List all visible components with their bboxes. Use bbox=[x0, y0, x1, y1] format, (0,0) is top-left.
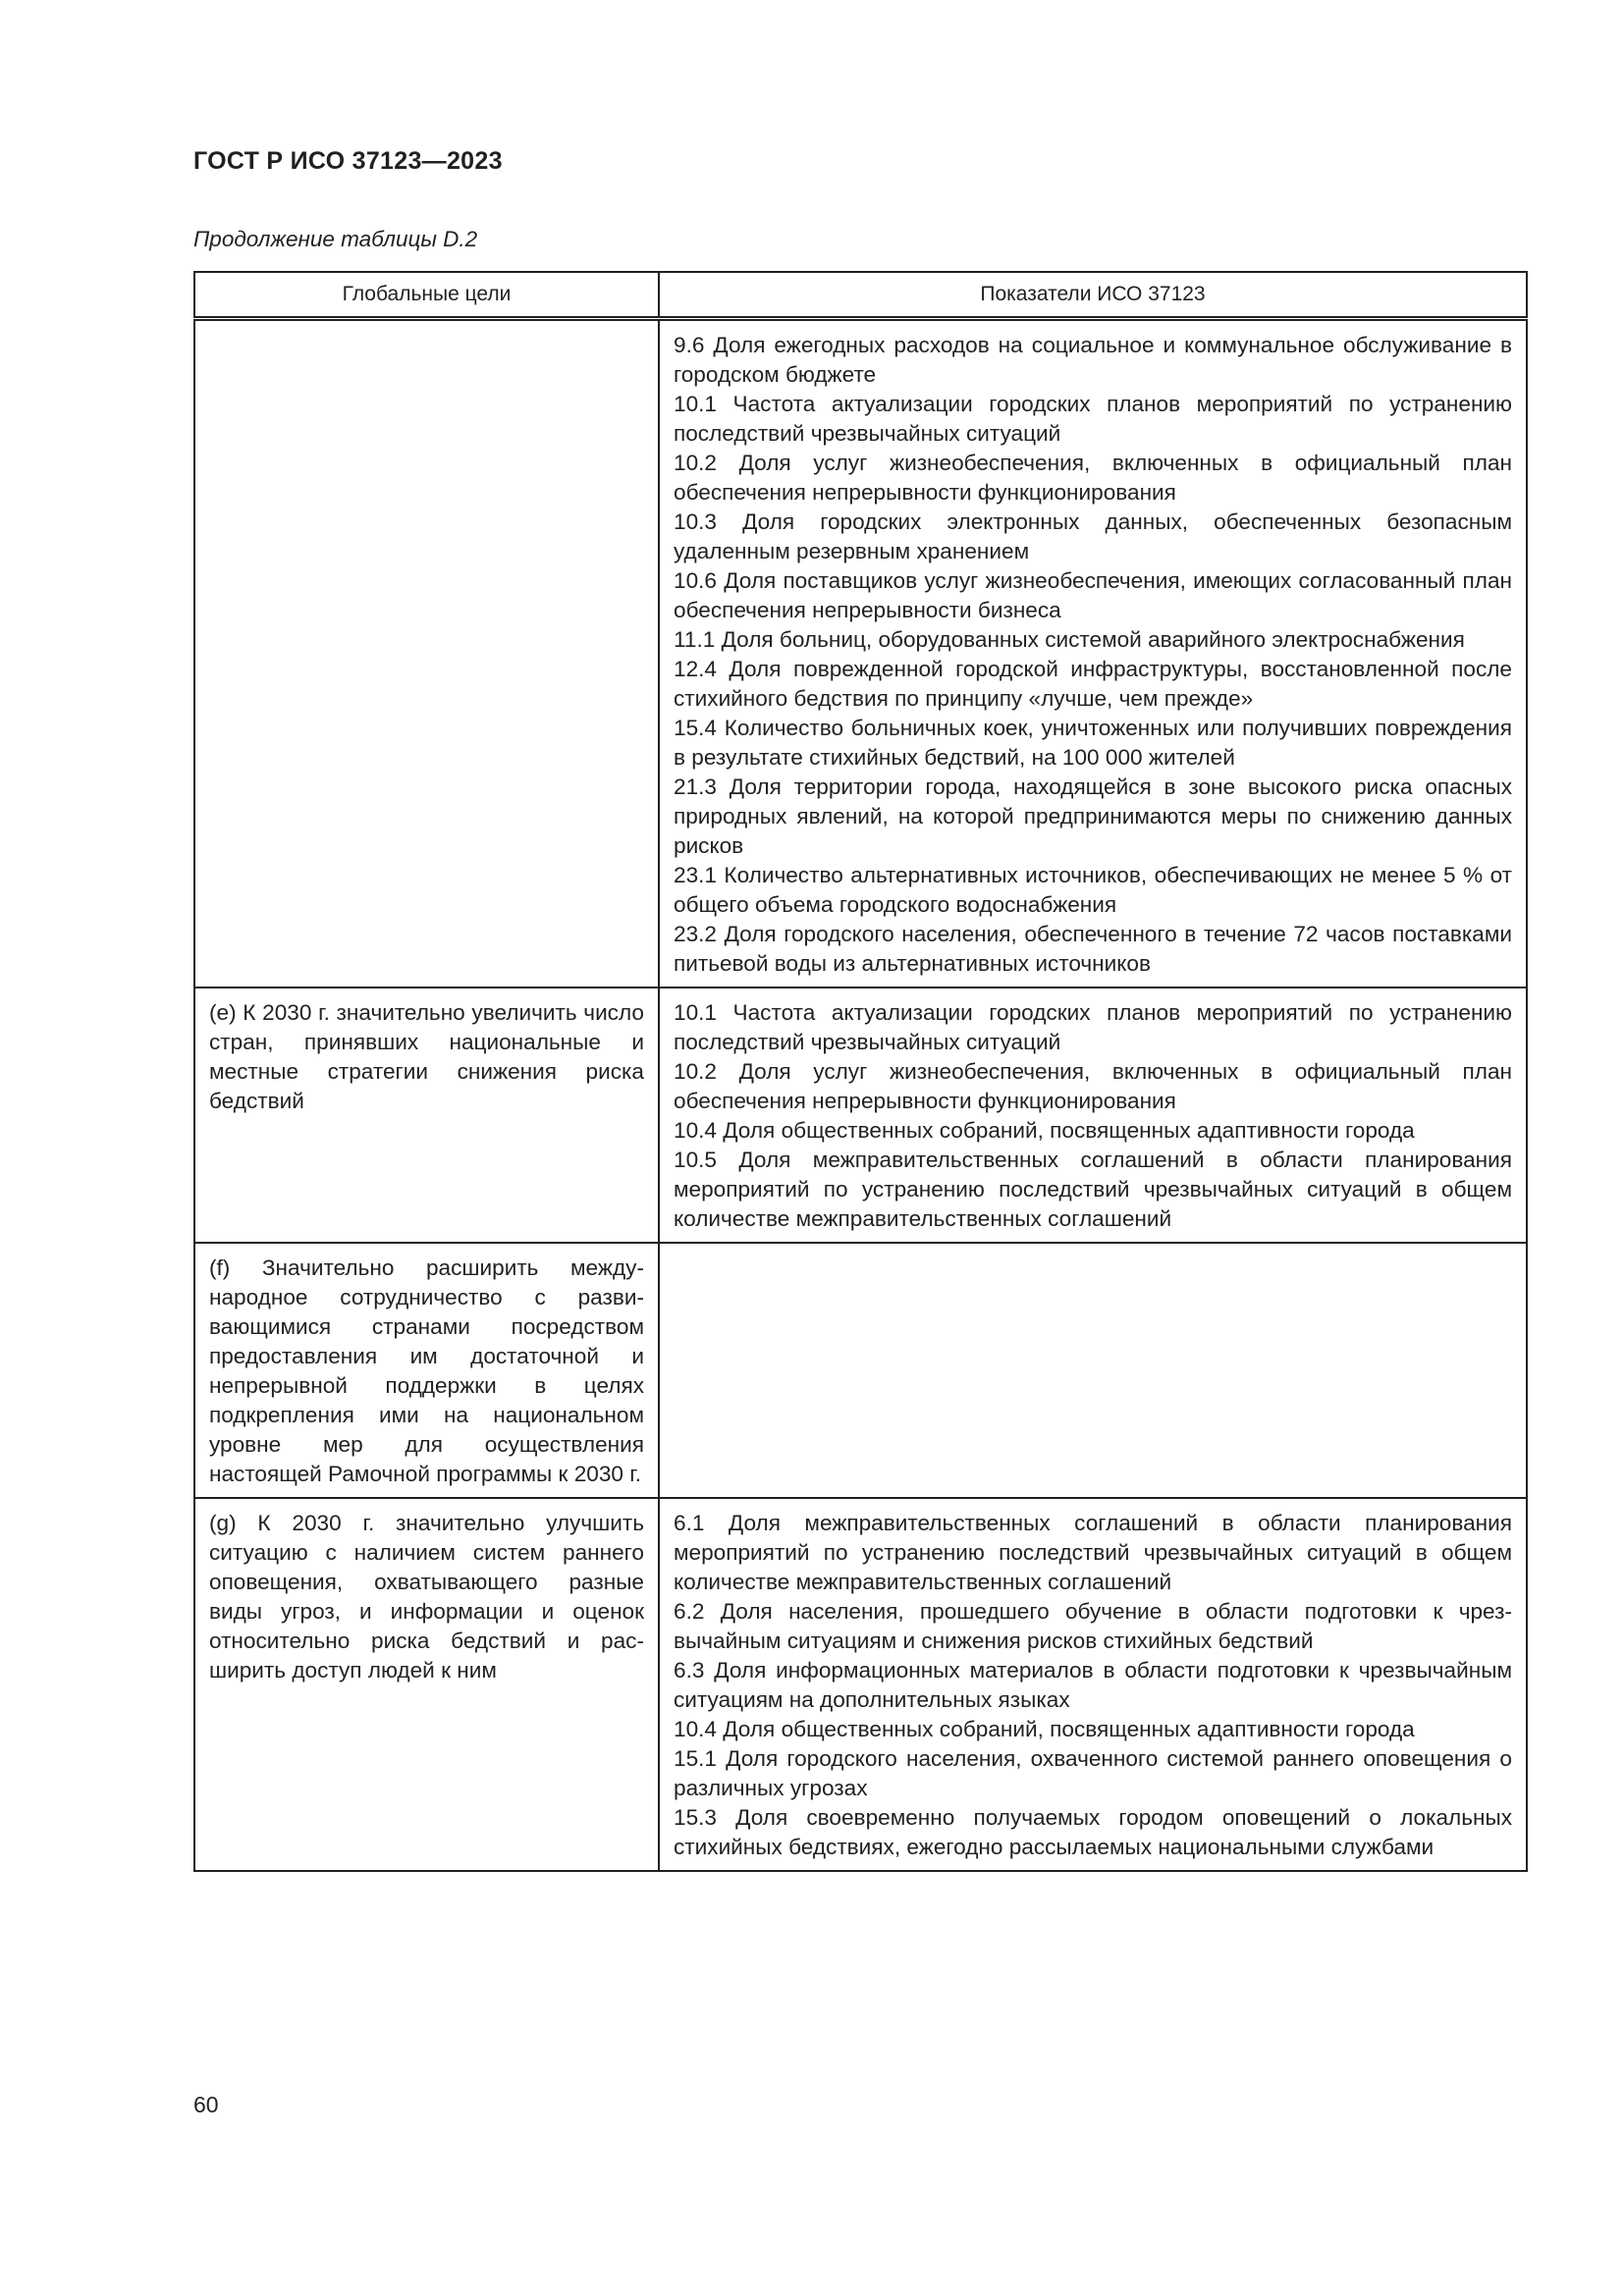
indicator-item: 21.3 Доля территории города, находящейся в зоне высокого риска опасных природных явлений, на которой предпринимаются меры по снижению данных рисков bbox=[674, 774, 1512, 858]
indicators-cell bbox=[659, 1243, 1527, 1498]
column-header-goals: Глобальные цели bbox=[194, 272, 659, 318]
indicator-item: 6.2 Доля населения, прошедшего обучение в области подготовки к чрезвычайным ситуациям и снижения рисков стихийных бедствий bbox=[674, 1598, 1512, 1653]
goal-text: (f) Значительно расширить международное сотрудничество с развивающимися странами посредством предоставления им достаточной и непрерывной поддержки в целях подкрепления ими на национальном уровне мер для осуществления настоящей Рамочной программы к 2030 г. bbox=[209, 1255, 644, 1486]
table-row bbox=[194, 988, 1527, 1243]
indicator-item: 10.2 Доля услуг жизнеобеспечения, включенных в официальный план обеспечения непрерывности функционирования bbox=[674, 450, 1512, 505]
indicator-item: 10.1 Частота актуализации городских планов мероприятий по устранению последствий чрезвычайных ситуаций bbox=[674, 999, 1512, 1054]
goals-indicators-table bbox=[193, 271, 1528, 1872]
indicator-item: 15.3 Доля своевременно получаемых городом оповещений о локальных стихийных бедствиях, ежегодно рассылаемых национальными службами bbox=[674, 1804, 1512, 1859]
goal-text: (g) К 2030 г. значительно улучшить ситуацию с наличием систем раннего оповещения, охватывающего разные виды угроз, и информации и оценок относительно риска бедствий и расширить доступ людей к ним bbox=[209, 1510, 644, 1682]
indicators-cell bbox=[659, 318, 1527, 988]
table-header-row bbox=[194, 272, 1527, 318]
indicator-item: 15.1 Доля городского населения, охваченного системой раннего оповещения о различных угрозах bbox=[674, 1745, 1512, 1800]
indicators-cell bbox=[659, 988, 1527, 1243]
goal-cell bbox=[194, 318, 659, 988]
goal-cell bbox=[194, 1243, 659, 1498]
table-row bbox=[194, 1243, 1527, 1498]
indicator-item: 10.4 Доля общественных собраний, посвященных адаптивности города bbox=[674, 1716, 1415, 1741]
table-row bbox=[194, 318, 1527, 988]
column-header-indicators: Показатели ИСО 37123 bbox=[659, 272, 1527, 318]
indicator-item: 6.1 Доля межправительственных соглашений в области планирования мероприятий по устранению последствий чрезвычайных ситуаций в общем количестве межправительственных соглашений bbox=[674, 1510, 1512, 1594]
indicator-item: 15.4 Количество больничных коек, уничтоженных или получивших повреждения в результате стихийных бедствий, на 100 000 жителей bbox=[674, 715, 1512, 770]
indicator-item: 12.4 Доля поврежденной городской инфраструктуры, восстановленной после стихийного бедствия по принципу «лучше, чем прежде» bbox=[674, 656, 1512, 711]
indicator-item: 10.3 Доля городских электронных данных, обеспеченных безопасным удаленным резервным хранением bbox=[674, 508, 1512, 563]
indicator-item: 6.3 Доля информационных материалов в области подготовки к чрезвычайным ситуациям на дополнительных языках bbox=[674, 1657, 1512, 1712]
goal-cell bbox=[194, 1498, 659, 1871]
indicator-item: 9.6 Доля ежегодных расходов на социальное и коммунальное обслуживание в городском бюджете bbox=[674, 332, 1512, 387]
indicator-item: 23.1 Количество альтернативных источников, обеспечивающих не менее 5 % от общего объема городского водоснабжения bbox=[674, 862, 1512, 917]
indicator-item: 10.6 Доля поставщиков услуг жизнеобеспечения, имеющих согласованный план обеспечения непрерывности бизнеса bbox=[674, 567, 1512, 622]
indicator-item: 10.2 Доля услуг жизнеобеспечения, включенных в официальный план обеспечения непрерывности функционирования bbox=[674, 1058, 1512, 1113]
indicators-cell bbox=[659, 1498, 1527, 1871]
goal-cell bbox=[194, 988, 659, 1243]
indicator-item: 10.5 Доля межправительственных соглашений в области планирования мероприятий по устранению последствий чрезвычайных ситуаций в общем количестве межправительственных соглашений bbox=[674, 1147, 1512, 1231]
page-number: 60 bbox=[193, 2092, 219, 2117]
indicator-item: 10.1 Частота актуализации городских планов мероприятий по устранению последствий чрезвычайных ситуаций bbox=[674, 391, 1512, 446]
indicator-item: 11.1 Доля больниц, оборудованных системой аварийного электроснабжения bbox=[674, 626, 1465, 652]
table-row bbox=[194, 1498, 1527, 1871]
goal-text: (е) К 2030 г. значительно увеличить число стран, принявших национальные и местные стратегии снижения риска бедствий bbox=[209, 999, 644, 1113]
document-header: ГОСТ Р ИСО 37123—2023 bbox=[193, 147, 503, 175]
indicator-item: 10.4 Доля общественных собраний, посвященных адаптивности города bbox=[674, 1117, 1415, 1143]
indicator-item: 23.2 Доля городского населения, обеспеченного в течение 72 часов поставками питьевой воды из альтернативных источников bbox=[674, 921, 1512, 976]
table-caption: Продолжение таблицы D.2 bbox=[193, 227, 478, 251]
